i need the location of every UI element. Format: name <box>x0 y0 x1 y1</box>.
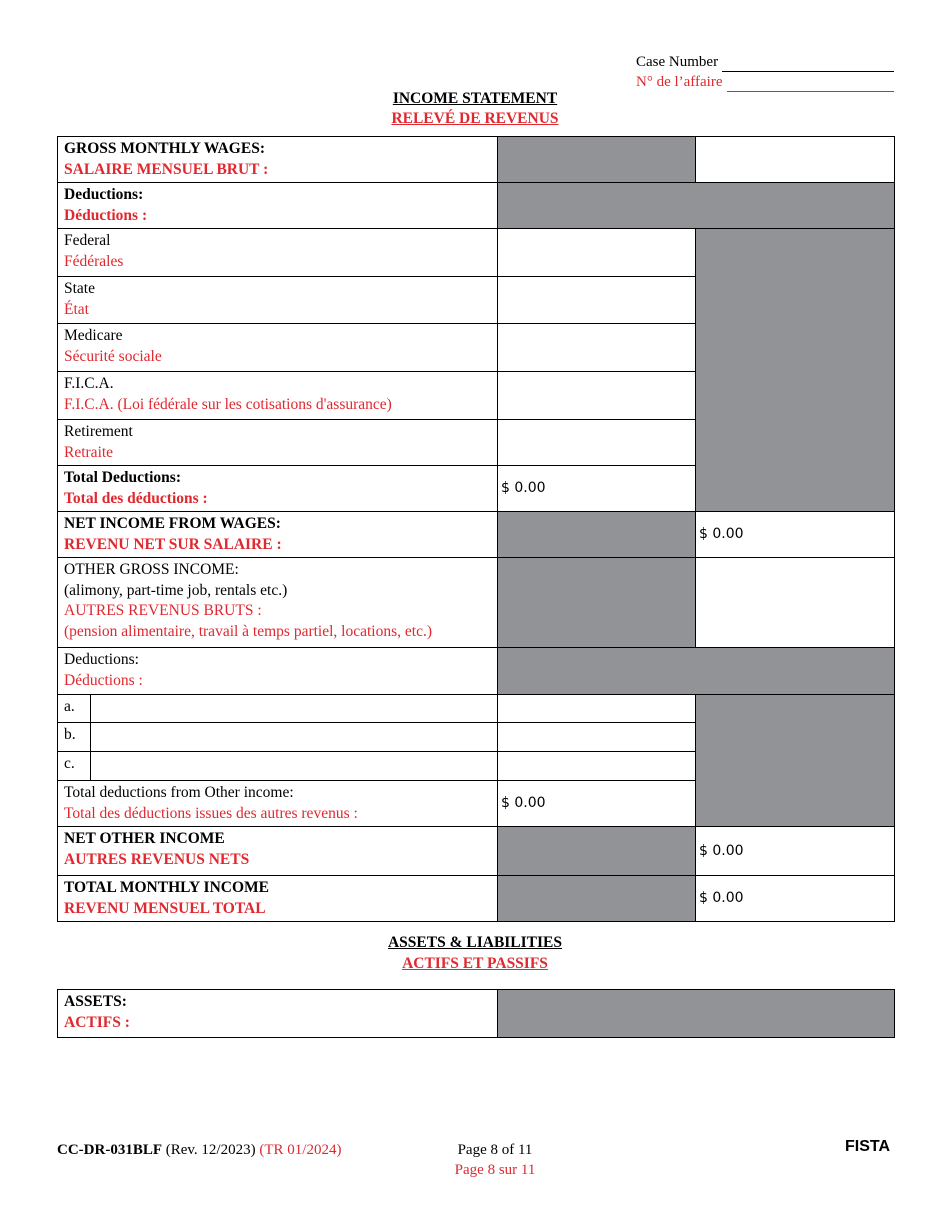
table-row <box>58 876 895 922</box>
assets-label-fr: ACTIFS : <box>64 1013 130 1031</box>
total-other-deductions-value: $ 0.00 <box>498 781 696 827</box>
assets-liabilities-title-fr: ACTIFS ET PASSIFS <box>402 955 548 972</box>
other-gross-label-2: (alimony, part-time job, rentals etc.) <box>64 581 288 599</box>
other-gross-label-2-fr: (pension alimentaire, travail à temps partiel, locations, etc.) <box>64 622 432 640</box>
net-other-income-label-fr: AUTRES REVENUS NETS <box>64 850 250 868</box>
total-monthly-income-value: $ 0.00 <box>696 876 895 922</box>
table-row <box>58 558 895 648</box>
shaded-cell <box>498 648 895 695</box>
total-monthly-income-label-fr: REVENU MENSUEL TOTAL <box>64 899 266 917</box>
table-row <box>58 648 895 695</box>
item-b-amount-input[interactable] <box>498 723 696 752</box>
other-deductions-label-fr: Déductions : <box>64 671 143 689</box>
item-c-amount-input[interactable] <box>498 752 696 781</box>
state-input[interactable] <box>498 277 696 324</box>
form-translation-revision: (TR 01/2024) <box>259 1142 342 1158</box>
medicare-label-fr: Sécurité sociale <box>64 347 162 365</box>
retirement-label-fr: Retraite <box>64 443 114 461</box>
gross-wages-input[interactable] <box>696 137 895 183</box>
case-number-label: Case Number <box>636 54 719 70</box>
net-income-wages-label-fr: REVENU NET SUR SALAIRE : <box>64 535 282 553</box>
total-deductions-label-fr: Total des déductions : <box>64 489 208 507</box>
medicare-input[interactable] <box>498 324 696 372</box>
total-other-deductions-label: Total deductions from Other income: <box>64 784 294 801</box>
other-deductions-label: Deductions: <box>64 651 139 668</box>
medicare-label: Medicare <box>64 327 123 344</box>
assets-label: ASSETS: <box>64 993 127 1010</box>
shaded-cell <box>498 137 696 183</box>
shaded-cell <box>498 990 895 1038</box>
total-monthly-income-label: TOTAL MONTHLY INCOME <box>64 879 269 896</box>
item-a-amount-input[interactable] <box>498 695 696 723</box>
other-gross-label: OTHER GROSS INCOME: <box>64 561 239 578</box>
table-row <box>58 183 895 229</box>
shaded-cell <box>498 512 696 558</box>
item-letter: a. <box>58 695 91 723</box>
table-row <box>58 137 895 183</box>
item-c-description-input[interactable] <box>91 752 498 781</box>
shaded-cell <box>696 695 895 827</box>
net-income-wages-value: $ 0.00 <box>696 512 895 558</box>
assets-table <box>57 989 895 1038</box>
item-b-description-input[interactable] <box>91 723 498 752</box>
shaded-cell <box>498 827 696 876</box>
other-gross-input[interactable] <box>696 558 895 648</box>
page-number-block <box>395 1140 595 1180</box>
case-number-field[interactable] <box>722 56 894 72</box>
page-number: Page 8 of 11 <box>457 1142 533 1158</box>
total-deductions-value: $ 0.00 <box>498 466 696 512</box>
deductions-label: Deductions: <box>64 186 144 203</box>
income-statement-title: INCOME STATEMENT <box>392 90 558 107</box>
gross-wages-label: GROSS MONTHLY WAGES: <box>64 140 265 157</box>
item-a-description-input[interactable] <box>91 695 498 723</box>
gross-wages-label-fr: SALAIRE MENSUEL BRUT : <box>64 160 269 178</box>
retirement-input[interactable] <box>498 420 696 466</box>
state-label: State <box>64 280 95 297</box>
net-other-income-label: NET OTHER INCOME <box>64 830 225 847</box>
item-letter: c. <box>58 752 91 781</box>
table-row <box>58 229 895 277</box>
fica-label-fr: F.I.C.A. (Loi fédérale sur les cotisations d'assurance) <box>64 395 392 413</box>
table-row <box>58 695 895 723</box>
fica-label: F.I.C.A. <box>64 375 114 392</box>
form-id-block <box>57 1140 341 1160</box>
assets-liabilities-title: ASSETS & LIABILITIES <box>387 934 563 951</box>
net-other-income-value: $ 0.00 <box>696 827 895 876</box>
shaded-cell <box>498 558 696 648</box>
item-letter: b. <box>58 723 91 752</box>
shaded-cell <box>696 229 895 512</box>
total-deductions-label: Total Deductions: <box>64 469 181 486</box>
federal-label: Federal <box>64 232 111 249</box>
income-statement-table <box>57 136 895 922</box>
table-row <box>58 827 895 876</box>
state-label-fr: État <box>64 300 89 318</box>
table-row <box>58 990 895 1038</box>
case-number-block <box>636 52 894 92</box>
federal-label-fr: Fédérales <box>64 252 124 270</box>
form-id: CC-DR-031BLF <box>57 1142 162 1158</box>
net-income-wages-label: NET INCOME FROM WAGES: <box>64 515 281 532</box>
brand-logo: FISTA <box>845 1138 891 1155</box>
form-revision: (Rev. 12/2023) <box>165 1142 256 1158</box>
case-number-label-fr: N° de l’affaire <box>636 74 723 90</box>
total-other-deductions-label-fr: Total des déductions issues des autres revenus : <box>64 804 358 822</box>
income-statement-title-fr: RELEVÉ DE REVENUS <box>391 110 559 127</box>
shaded-cell <box>498 876 696 922</box>
other-gross-label-fr: AUTRES REVENUS BRUTS : <box>64 602 262 619</box>
federal-input[interactable] <box>498 229 696 277</box>
table-row <box>58 512 895 558</box>
deductions-label-fr: Déductions : <box>64 206 148 224</box>
shaded-cell <box>498 183 895 229</box>
page-number-fr: Page 8 sur 11 <box>454 1162 536 1178</box>
retirement-label: Retirement <box>64 423 133 440</box>
fica-input[interactable] <box>498 372 696 420</box>
